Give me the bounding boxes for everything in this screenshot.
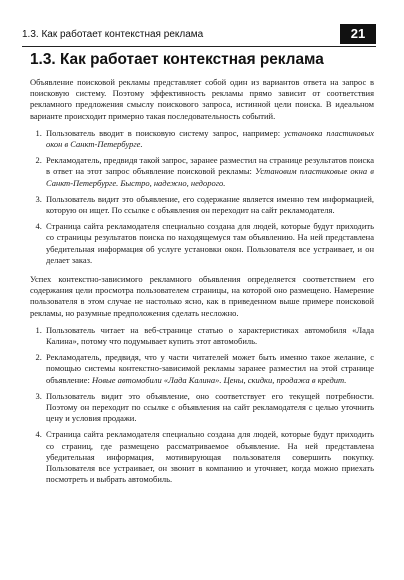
context-steps-list <box>30 325 374 486</box>
list-item: 2. Рекламодатель, предвидя, что у части читателей может быть именно такое желание, с помощью системы контекстно-зависимой рекламы заранее разместил на этой странице объявление: Новые автомобили «Лада Калина». Цены, скидки, продажа в кредит. <box>44 352 374 386</box>
context-paragraph: Успех контекстно-зависимого рекламного объявления определяется соответствием его содержания цели просмотра пользователем страницы, на которой оно размещено. Намерение пользователя в этом случае не настолько ясно, как в приведенном выше примере поисковой рекламы, но разумные предположения сделать несложно. <box>30 274 374 318</box>
list-item: 2. Рекламодатель, предвидя такой запрос, заранее разместил на странице результатов поиска в ответ на этот запрос объявление поисковой рекламы: Установим пластиковые окна в Санкт-Петербурге. Быстро, надежно, недорого. <box>44 155 374 189</box>
body-text <box>30 77 374 494</box>
intro-paragraph: Объявление поисковой рекламы представляет собой один из вариантов ответа на запрос в поисковую систему. Поэтому эффективность рекламы прямо зависит от соответствия рекламного предложения смыслу поискового запроса, истинной цели поиска. В идеальном варианте происходит примерно такая последовательность событий. <box>30 77 374 121</box>
list-item: 1. Пользователь вводит в поисковую систему запрос, например: установка пластиковых окон в Санкт-Петербурге. <box>44 128 374 150</box>
running-title: 1.3. Как работает контекстная реклама <box>22 29 204 40</box>
list-item: 3. Пользователь видит это объявление, оно соответствует его текущей потребности. Поэтому он переходит по ссылке с объявления на сайт рекламодателя с целью уточнить цену и условия продажи. <box>44 391 374 425</box>
list-item: 3. Пользователь видит это объявление, его содержание является именно тем информацией, которую он ищет. По ссылке с объявления он переходит на сайт рекламодателя. <box>44 194 374 216</box>
search-steps-list <box>30 128 374 266</box>
running-header <box>22 26 376 47</box>
section-heading: 1.3. Как работает контекстная реклама <box>30 51 324 68</box>
list-item: 4. Страница сайта рекламодателя специально создана для людей, которые будут приходить со страницы результатов поиска по находящемуся там объявлению. На ней представлена убедительная информация об услуге установки окон. Пользователя все устраивает, и он делает заказ. <box>44 221 374 266</box>
page-number: 21 <box>340 24 376 44</box>
list-item: 4. Страница сайта рекламодателя специально создана для людей, которые будут приходить со страниц, где размещено рассматриваемое объявление. На ней представлена убедительная информация, мотивирующая пользователя совершить покупку. Пользователя все устраивает, он звонит в компанию и уточняет, когда можно приехать посмотреть и выбрать автомобиль. <box>44 429 374 485</box>
list-item: 1. Пользователь читает на веб-странице статью о характеристиках автомобиля «Лада Калина», потому что подумывает купить этот автомобиль. <box>44 325 374 347</box>
